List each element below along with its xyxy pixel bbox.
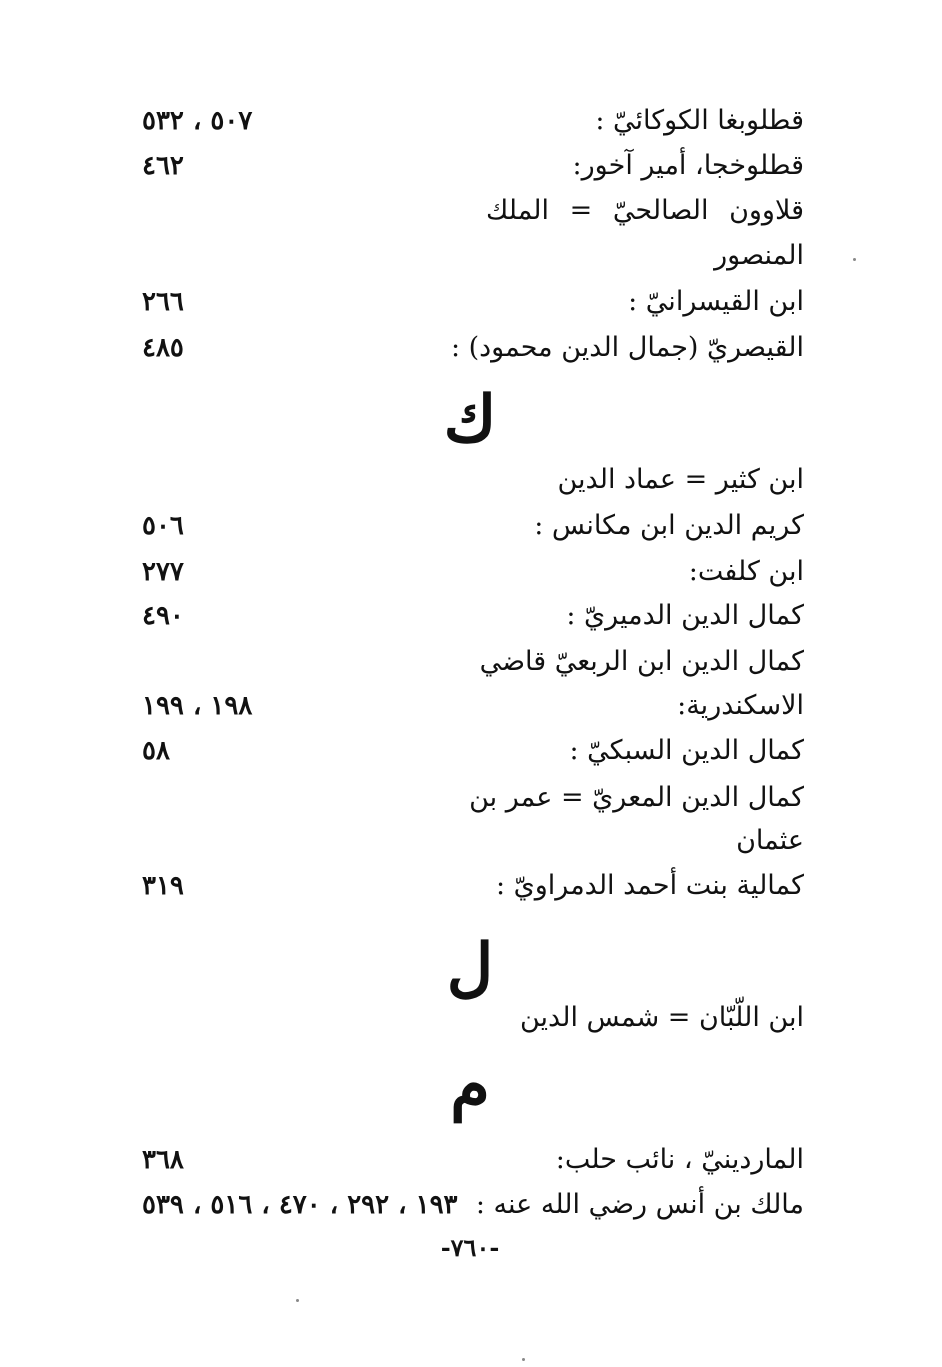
entry-pages: ١٩٨ ، ١٩٩ (142, 691, 253, 721)
entry-name: كمال الدين ابن الربعيّ قاضي (479, 646, 804, 677)
entry-pages: ٣٦٨ (142, 1145, 184, 1175)
entry-pages: ٥٠٦ (142, 511, 184, 541)
entry-name: كمال الدين المعريّ = عمر بن (469, 782, 804, 813)
entry-pages: ٢٦٦ (142, 287, 184, 317)
entry-name: قلاوون الصالحيّ = الملك (486, 195, 804, 226)
index-entry-continuation (0, 819, 942, 865)
entry-pages: ٣١٩ (142, 871, 184, 901)
index-entry (0, 99, 942, 145)
entry-name: كريم الدين ابن مكانس : (534, 510, 804, 541)
index-entry (0, 1183, 942, 1229)
entry-name: عثمان (736, 825, 804, 856)
index-entry (0, 458, 942, 504)
index-entry (0, 640, 942, 686)
section-letter-lam: ل (446, 930, 494, 1005)
entry-pages: ٤٨٥ (142, 333, 184, 363)
index-entry (0, 280, 942, 326)
scan-speck (853, 258, 856, 261)
entry-pages: ٤٦٢ (142, 151, 184, 181)
entry-name: الاسكندرية: (677, 690, 804, 721)
index-entry (0, 144, 942, 190)
entry-name: ابن اللّبّان = شمس الدين (519, 1002, 804, 1033)
scan-speck (296, 1299, 299, 1302)
entry-pages: ١٩٣ ، ٢٩٢ ، ٤٧٠ ، ٥١٦ ، ٥٣٩ (142, 1190, 458, 1220)
page-number: -٧٦٠- (440, 1233, 500, 1262)
section-letter-kaf: ك (443, 382, 497, 457)
index-entry (0, 996, 942, 1042)
index-entry (0, 864, 942, 910)
entry-pages: ٥٠٧ ، ٥٣٢ (142, 106, 253, 136)
scan-speck (522, 1358, 525, 1361)
index-entry-continuation (0, 684, 942, 730)
entry-name: ابن كلفت: (688, 556, 804, 587)
entry-name: قطلوبغا الكوكائيّ : (595, 105, 804, 136)
entry-name: مالك بن أنس رضي الله عنه : (475, 1189, 804, 1220)
index-entry (0, 326, 942, 372)
index-entry (0, 550, 942, 596)
index-entry (0, 1138, 942, 1184)
entry-pages: ٤٩٠ (142, 601, 184, 631)
index-entry-continuation (0, 234, 942, 280)
entry-name: كمال الدين الدميريّ : (566, 600, 804, 631)
entry-name: قطلوخجا، أمير آخور: (572, 150, 804, 181)
entry-pages: ٢٧٧ (142, 557, 184, 587)
index-entry (0, 776, 942, 822)
entry-name: ابن القيسرانيّ : (628, 286, 804, 317)
index-entry (0, 189, 942, 235)
index-entry (0, 594, 942, 640)
entry-name: القيصريّ (جمال الدين محمود) : (450, 332, 804, 363)
index-entry (0, 729, 942, 775)
entry-name: ابن كثير = عماد الدين (557, 464, 804, 495)
entry-name: كمالية بنت أحمد الدمراويّ : (495, 870, 804, 901)
entry-pages: ٥٨ (142, 736, 170, 766)
entry-name: الماردينيّ ، نائب حلب: (555, 1144, 804, 1175)
index-entry (0, 504, 942, 550)
entry-name: المنصور (714, 240, 804, 271)
entry-name: كمال الدين السبكيّ : (569, 735, 804, 766)
section-letter-mim: م (450, 1048, 490, 1123)
